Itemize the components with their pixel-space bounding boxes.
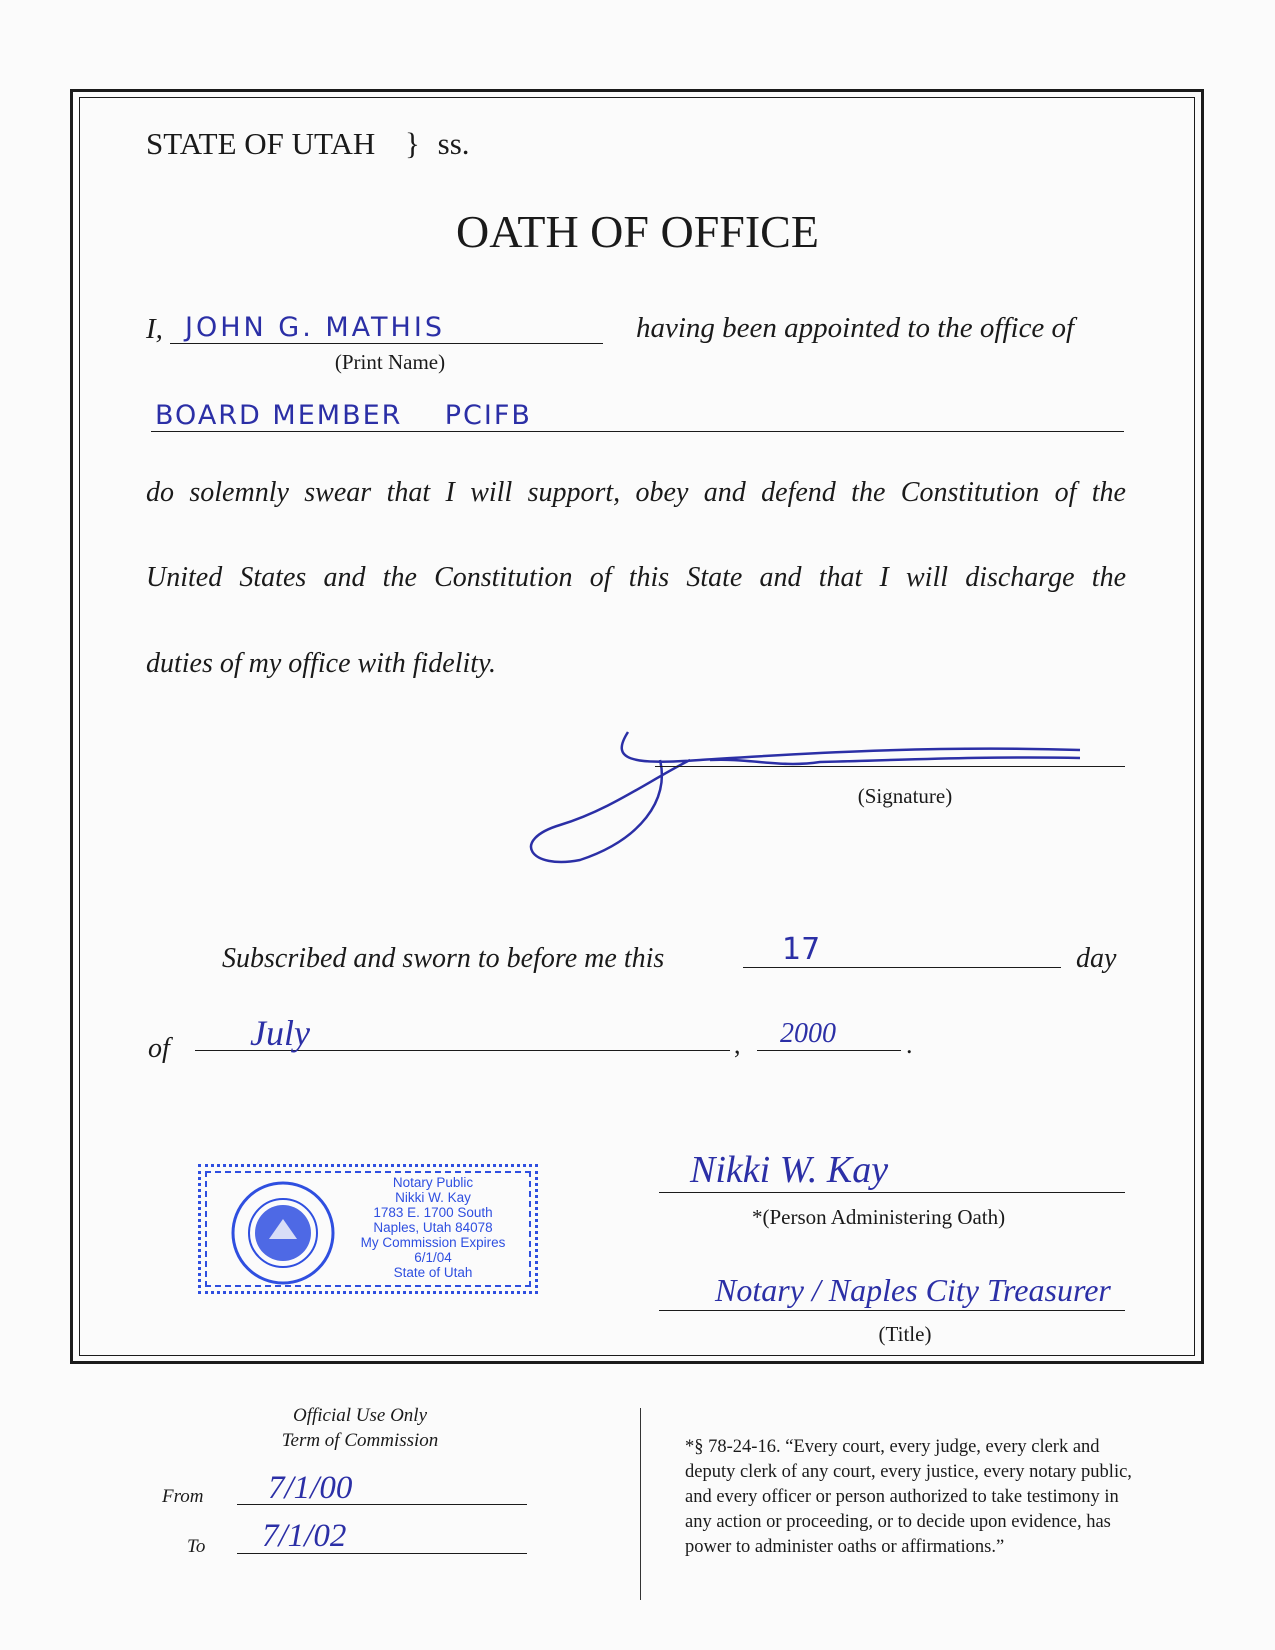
term-label: Term of Commission bbox=[281, 1430, 439, 1451]
day-line bbox=[743, 967, 1061, 968]
sworn-text: Subscribed and sworn to before me this bbox=[222, 943, 665, 974]
title-caption: (Title) bbox=[878, 1322, 932, 1346]
day-word: day bbox=[1076, 943, 1117, 974]
footnote-line: any action or proceeding, or to decide upon evidence, has bbox=[685, 1512, 1111, 1532]
stamp-line: State of Utah bbox=[393, 1265, 473, 1280]
year-line bbox=[757, 1050, 901, 1051]
administrator-caption: *(Person Administering Oath) bbox=[752, 1205, 1006, 1229]
name-line bbox=[170, 343, 603, 344]
administrator-title: Notary / Naples City Treasurer bbox=[715, 1272, 1111, 1308]
footnote-line: and every officer or person authorized to take testimony in bbox=[685, 1487, 1119, 1507]
from-label: From bbox=[162, 1486, 204, 1507]
official-use-heading bbox=[230, 1403, 490, 1453]
period: . bbox=[906, 1030, 913, 1059]
print-name-caption: (Print Name) bbox=[334, 350, 446, 374]
administrator-signature-line bbox=[659, 1192, 1125, 1193]
to-value: 7/1/02 bbox=[262, 1518, 347, 1554]
office-value: BOARD MEMBER PCIFB bbox=[155, 400, 532, 431]
oath-line-2: United States and the Constitution of this State and that I will discharge the bbox=[146, 562, 1126, 593]
footnote-line: *§ 78-24-16. “Every court, every judge, every clerk and bbox=[685, 1437, 1100, 1457]
month-value: July bbox=[250, 1013, 310, 1053]
stamp-line: 6/1/04 bbox=[414, 1250, 452, 1265]
notary-stamp bbox=[198, 1164, 538, 1294]
stamp-line: Naples, Utah 84078 bbox=[373, 1220, 493, 1235]
official-use-label: Official Use Only bbox=[292, 1405, 428, 1426]
stamp-text bbox=[333, 1175, 533, 1280]
title-line bbox=[659, 1310, 1125, 1311]
footnote bbox=[685, 1435, 1205, 1560]
day-value: 17 bbox=[782, 932, 821, 967]
stamp-line: My Commission Expires bbox=[360, 1235, 506, 1250]
state-label: STATE OF UTAH bbox=[146, 126, 376, 161]
footnote-line: deputy clerk of any court, every justice, every notary public, bbox=[685, 1462, 1132, 1482]
appointed-text: having been appointed to the office of bbox=[636, 312, 1075, 344]
oath-line-1: do solemnly swear that I will support, obey and defend the Constitution of the bbox=[146, 477, 1126, 508]
comma: , bbox=[734, 1030, 741, 1059]
administrator-signature: Nikki W. Kay bbox=[690, 1149, 889, 1191]
vertical-divider bbox=[640, 1408, 641, 1600]
utah-seal-icon bbox=[229, 1179, 337, 1287]
office-line bbox=[151, 431, 1124, 432]
from-value: 7/1/00 bbox=[268, 1470, 353, 1506]
stamp-line: Notary Public bbox=[392, 1175, 474, 1190]
oath-line-3: duties of my office with fidelity. bbox=[146, 648, 496, 679]
oath-signature bbox=[520, 720, 1100, 870]
oath-prefix: I, bbox=[146, 313, 163, 345]
brace: } bbox=[405, 126, 420, 161]
printed-name: JOHN G. MATHIS bbox=[185, 312, 445, 343]
stamp-line: 1783 E. 1700 South bbox=[373, 1205, 493, 1220]
state-header bbox=[146, 126, 470, 162]
to-label: To bbox=[187, 1536, 206, 1557]
of-word: of bbox=[148, 1033, 170, 1064]
year-value: 2000 bbox=[780, 1018, 836, 1049]
stamp-line: Nikki W. Kay bbox=[395, 1190, 471, 1205]
ss-label: ss. bbox=[437, 126, 470, 161]
signature-line bbox=[655, 766, 1125, 767]
signature-caption: (Signature) bbox=[857, 784, 953, 808]
page-title: OATH OF OFFICE bbox=[456, 206, 819, 257]
footnote-line: power to administer oaths or affirmations.” bbox=[685, 1537, 1005, 1557]
